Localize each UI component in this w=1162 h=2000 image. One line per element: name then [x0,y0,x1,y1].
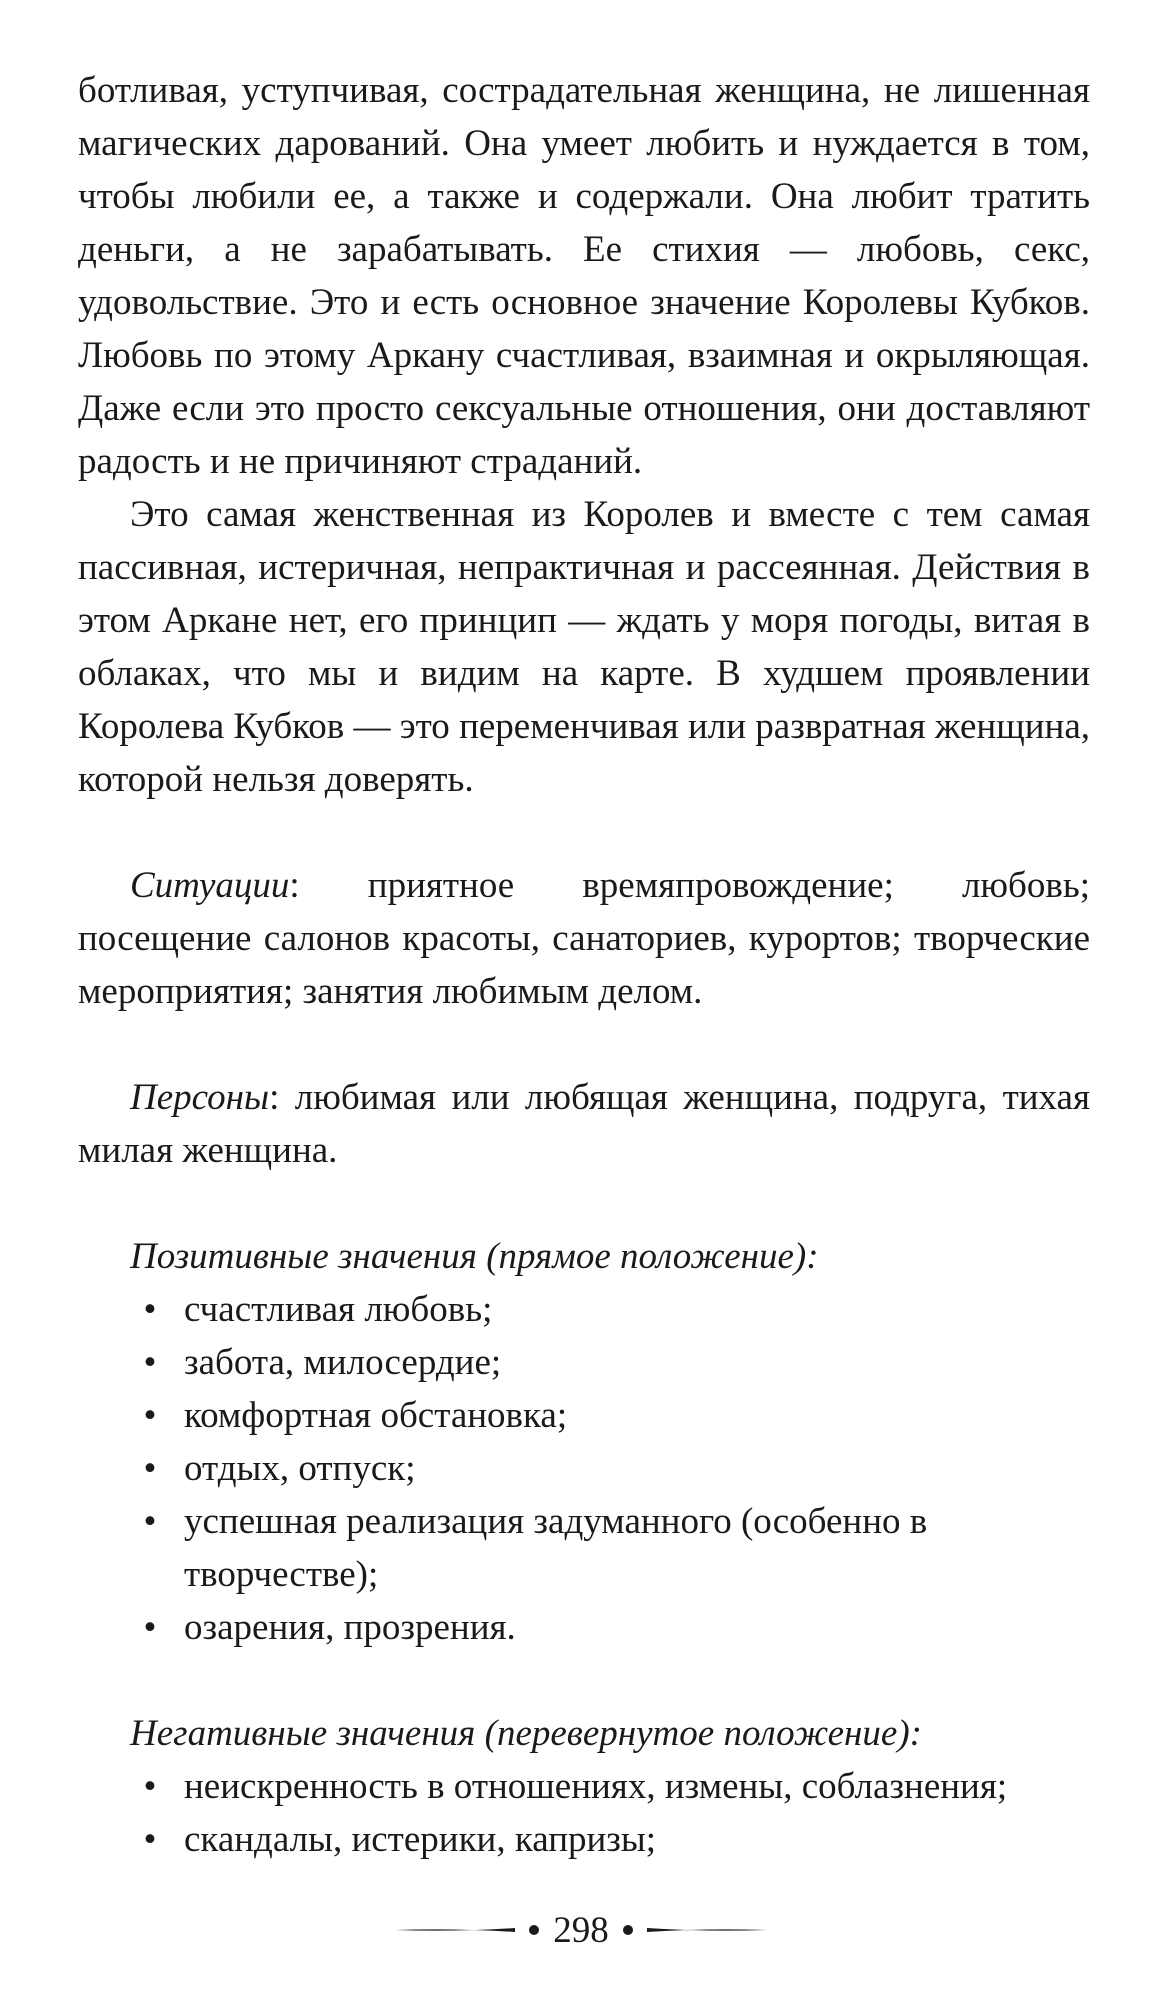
list-item [78,1336,1090,1389]
situations-paragraph [78,859,1090,1018]
list-item-text: озарения, прозрения. [184,1607,516,1648]
bullet-icon: • [143,1448,157,1489]
bullet-icon: • [143,1607,157,1648]
list-item [78,1760,1090,1813]
paragraph-1: ботливая, уступчивая, сострадательная женщина, не лишенная магических дарований. Она умеет любить и нуждается в том, чтобы любили ее, а также и содержали. Она любит тратить деньги, а не зарабатывать. Ее стихия — любовь, секс, удовольствие. Это и есть основное значение Королевы Кубков. Любовь по этому Аркану счастливая, взаимная и окрыляющая. Даже если это просто сексуальные отношения, они доставляют радость и не причиняют страданий. [78,70,1090,482]
list-item-text: успешная реализация задуманного (особенно в творчестве); [184,1501,928,1595]
bullet-icon: • [143,1501,157,1542]
persons-paragraph [78,1071,1090,1177]
list-item [78,1442,1090,1495]
ornament-dot-icon [623,1925,633,1935]
bullet-icon: • [143,1289,157,1330]
paragraph-2: Это самая женственная из Королев и вместе с тем самая пассивная, истеричная, непрактичная и рассеянная. Действия в этом Аркане нет, его принцип — ждать у моря погоды, витая в облаках, что мы и видим на карте. В худшем проявлении Королева Кубков — это переменчивая или развратная женщина, которой нельзя доверять. [78,494,1090,800]
spacer [78,1018,1090,1071]
persons-text: : любимая или любящая женщина, подруга, тихая милая женщина. [78,1077,1090,1171]
list-item [78,1283,1090,1336]
list-item [78,1813,1090,1866]
bullet-icon: • [143,1342,157,1383]
persons-label: Персоны [130,1077,270,1118]
situations-label: Ситуации [130,865,290,906]
bullet-icon: • [143,1395,157,1436]
list-item [78,1601,1090,1654]
bullet-icon: • [143,1766,157,1807]
ornament-dot-icon [529,1925,539,1935]
positive-heading: Позитивные значения (прямое положение): [130,1236,819,1277]
bullet-icon: • [143,1819,157,1860]
ornament-right-icon [647,1923,767,1937]
spacer [78,1654,1090,1707]
list-item-text: отдых, отпуск; [184,1448,416,1489]
list-item-text: счастливая любовь; [184,1289,493,1330]
list-item-text: скандалы, истерики, капризы; [184,1819,657,1860]
page-number: 298 [553,1909,609,1951]
page-body [78,64,1090,1866]
page-footer [0,1903,1162,1957]
positive-list [78,1283,1090,1654]
list-item [78,1495,1090,1601]
list-item [78,1389,1090,1442]
list-item-text: комфортная обстановка; [184,1395,568,1436]
list-item-text: забота, милосердие; [184,1342,502,1383]
situations-text: : приятное времяпровождение; любовь; посещение салонов красоты, санаториев, курортов; творческие мероприятия; занятия любимым делом. [78,865,1090,1012]
negative-list [78,1760,1090,1866]
spacer [78,1177,1090,1230]
ornament-left-icon [395,1923,515,1937]
list-item-text: неискренность в отношениях, измены, соблазнения; [184,1766,1008,1807]
spacer [78,806,1090,859]
negative-heading: Негативные значения (перевернутое положение): [130,1713,922,1754]
